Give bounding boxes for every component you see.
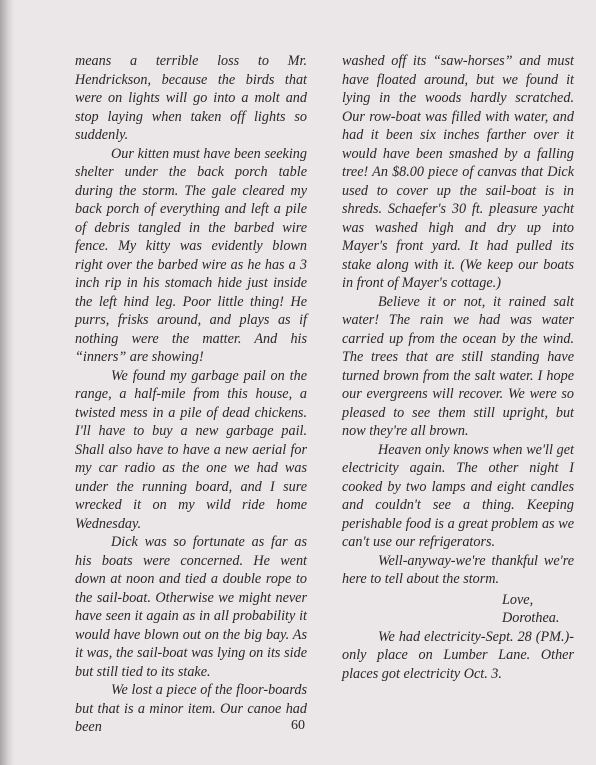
- letter-signature: Dorothea.: [502, 610, 560, 626]
- paragraph: Heaven only knows when we'll get electricity again. The other night I cooked by two lamps and eight candles and couldn't see a thing. Keeping perishable food is a great problem as we can't use our refrigerators.: [342, 441, 574, 550]
- page-number: 60: [291, 718, 305, 733]
- letter-closing: Love,: [502, 591, 534, 608]
- paragraph: We found my garbage pail on the range, a half-mile from this house, a twisted mess in a pile of dead chickens. I'll have to buy a new garbage pail. Shall also have to have a new aerial for my car radio as the one we had was under the running board, and I sure wrecked it on my wild ride home Wednesday.: [75, 367, 307, 532]
- paragraph: Our kitten must have been seeking shelter under the back porch table during the storm. The gale cleared my back porch of everything and left a pile of debris tangled in the barbed wire fence. My kitty was evidently blown right over the barbed wire as he has a 3 inch rip in his stomach hide just inside the left hind leg. Poor little thing! He purrs, frisks around, and plays as if nothing were the matter. And his “inners” are showing!: [75, 145, 307, 365]
- paragraph: Well-anyway-we're thankful we're here to tell about the storm.: [342, 552, 574, 587]
- paragraph: means a terrible loss to Mr. Hendrickson, because the birds that were on lights will go into a molt and stop laying when taken off lights so suddenly.: [75, 53, 307, 143]
- right-column: [342, 52, 574, 683]
- binding-shadow: [0, 0, 14, 765]
- left-column: [75, 52, 307, 737]
- postscript: We had electricity-Sept. 28 (PM.)-only place on Lumber Lane. Other places got electricity Oct. 3.: [342, 628, 574, 682]
- paragraph: We lost a piece of the floor-boards but that is a minor item. Our canoe had been: [75, 682, 307, 735]
- paragraph: Believe it or not, it rained salt water! The rain we had was water carried up from the ocean by the wind. The trees that are still standing have turned brown from the salt water. I hope our evergreens will recover. We were so pleased to see them still upright, but now they're all brown.: [342, 293, 574, 439]
- paragraph: Dick was so fortunate as far as his boats were concerned. He went down at noon and tied a double rope to the sail-boat. Otherwise we might never have seen it again as in all probability it would have blown out on the big bay. As it was, the sail-boat was lying on its side but still tied to its stake.: [75, 534, 307, 680]
- paragraph: washed off its “saw-horses” and must have floated around, but we found it lying in the woods hardly scratched. Our row-boat was filled with water, and had it been six inches farther over it would have been smashed by a falling tree! An $8.00 piece of canvas that Dick used to cover up the sail-boat is in shreds. Schaefer's 30 ft. pleasure yacht was washed high and dry up into Mayer's front yard. It had pulled its stake along with it. (We keep our boats in front of Mayer's cottage.): [342, 53, 574, 291]
